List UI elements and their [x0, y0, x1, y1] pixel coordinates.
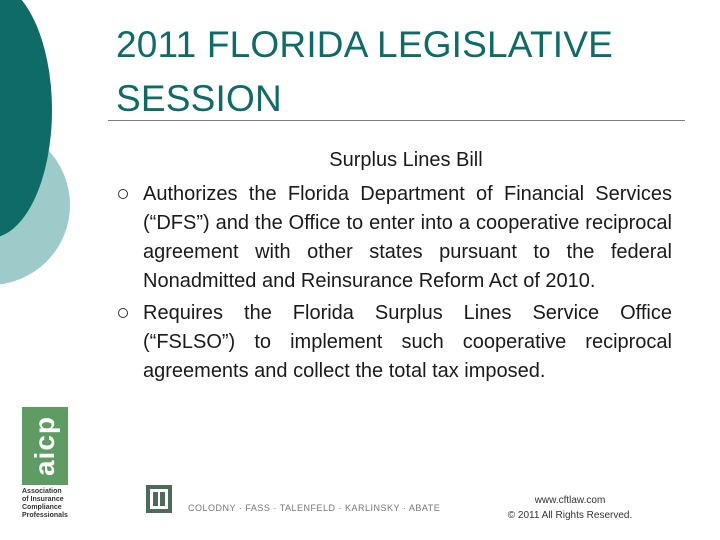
firm-name: COLODNY · FASS · TALENFELD · KARLINSKY · ABATE: [188, 503, 441, 513]
footer-website: www.cftlaw.com: [534, 495, 606, 506]
decorative-circles: [0, 0, 110, 300]
footer: [492, 493, 648, 523]
subheading: Surplus Lines Bill: [329, 149, 483, 171]
aicp-logo: [22, 407, 68, 527]
hollow-circle-bullet-icon: [118, 308, 128, 318]
aicp-logo-text: aicp: [29, 415, 60, 477]
slide-title: [116, 18, 696, 126]
aicp-caption: [22, 488, 68, 520]
title-line-2: SESSION: [116, 78, 282, 119]
aicp-caption-line: Compliance: [22, 504, 62, 511]
bullet-list: [116, 180, 672, 389]
bullet-text: Authorizes the Florida Department of Financial Services (“DFS”) and the Office to enter into a cooperative reciprocal agreement with other states pursuant to the federal Nonadmitted and Reinsurance Reform Act of 2010.: [143, 183, 672, 292]
title-line-1: 2011 FLORIDA LEGISLATIVE: [116, 24, 613, 65]
bullet-item: [116, 299, 672, 386]
bullet-item: [116, 180, 672, 296]
aicp-caption-line: Association: [22, 488, 62, 495]
aicp-caption-line: Professionals: [22, 512, 68, 519]
hollow-circle-bullet-icon: [118, 189, 128, 199]
aicp-caption-line: of Insurance: [22, 496, 64, 503]
title-divider: [108, 120, 685, 121]
aicp-logo-mark: [22, 407, 68, 485]
bullet-text: Requires the Florida Surplus Lines Service Office (“FSLSO”) to implement such cooperative reciprocal agreements and collect the total tax imposed.: [143, 302, 672, 382]
footer-copyright: © 2011 All Rights Reserved.: [507, 510, 633, 521]
firm-logo-icon: [146, 485, 172, 513]
